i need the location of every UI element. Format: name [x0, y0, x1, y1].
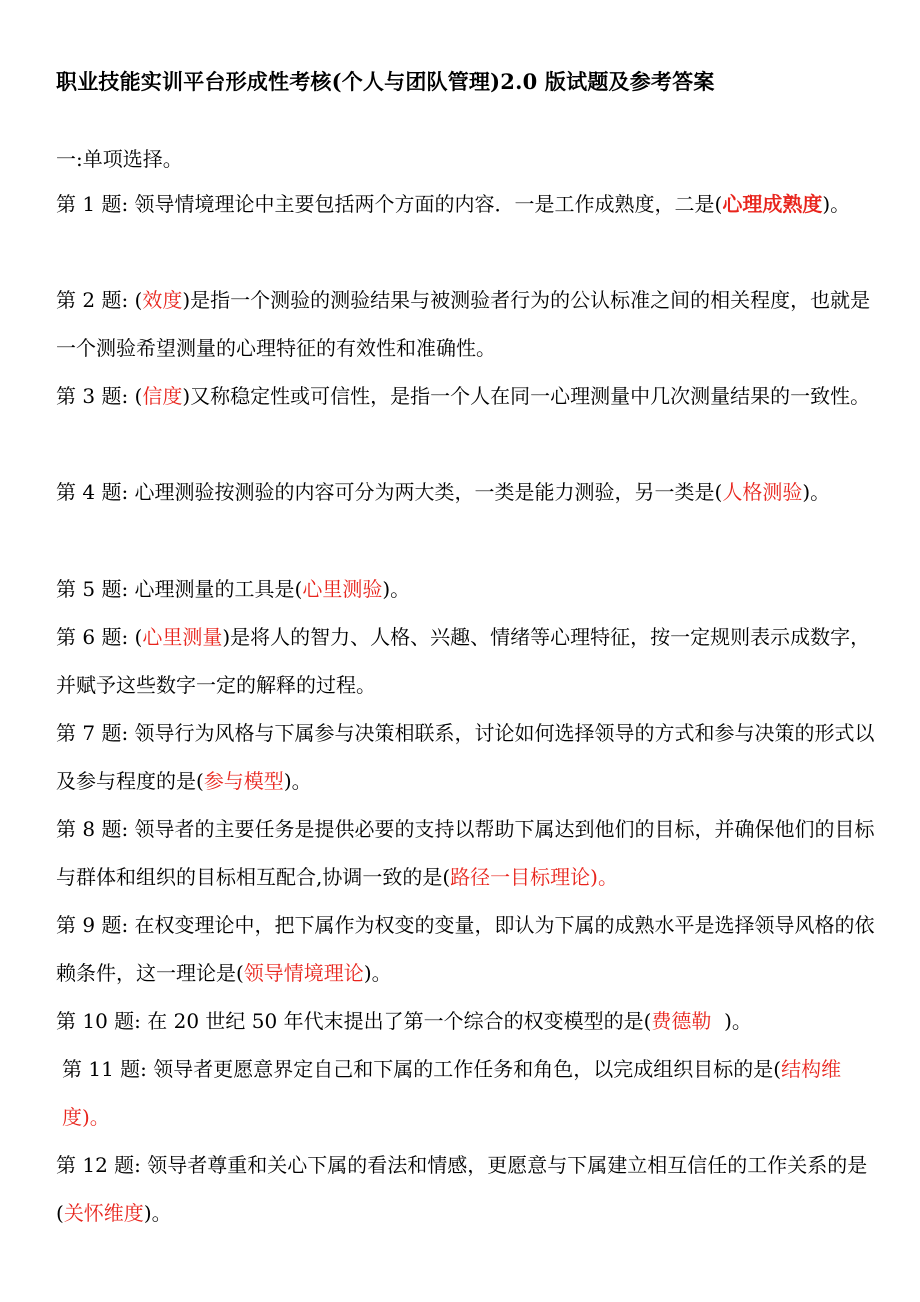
question-text: 在权变理论中，把下属作为权变的变量，即认为下属的成熟水平是选择领导风格的依赖条件，这一理论是(: [56, 913, 875, 985]
question-label: 第 5 题:: [56, 577, 129, 601]
question-7: [56, 709, 876, 805]
question-text-end: )。: [363, 961, 392, 985]
question-text-end: )。: [382, 577, 411, 601]
question-1: [56, 180, 876, 228]
question-label: 第 9 题:: [56, 913, 129, 937]
question-text: (: [128, 384, 143, 408]
question-text-end: )又称稳定性或可信性，是指一个人在同一心理测量中几次测量结果的一致性。: [182, 384, 871, 408]
question-text: 领导者更愿意界定自己和下属的工作任务和角色，以完成组织目标的是(: [146, 1057, 782, 1081]
section-heading: 一:单项选择。: [56, 147, 183, 171]
question-text-end: )。: [802, 480, 831, 504]
question-text-end: )是将人的智力、人格、兴趣、情绪等心理特征，按一定规则表示成数字，并赋予这些数字一定的解释的过程。: [56, 625, 871, 697]
question-9: [56, 901, 876, 997]
question-text: 心理测量的工具是(: [128, 577, 303, 601]
answer-text: 心理成熟度: [722, 192, 823, 216]
question-text: 领导者的主要任务是提供必要的支持以帮助下属达到他们的目标，并确保他们的目标与群体和组织的目标相互配合,协调一致的是(: [56, 817, 875, 889]
question-text: 心理测验按测验的内容可分为两大类，一类是能力测验，另一类是(: [128, 480, 723, 504]
question-4: [56, 468, 886, 516]
question-label: 第 7 题:: [56, 721, 129, 745]
question-3: [56, 372, 876, 420]
question-label: 第 10 题:: [56, 1009, 141, 1033]
question-5: [56, 565, 876, 613]
answer-text: 心里测验: [302, 577, 383, 601]
answer-text: 费德勒: [651, 1009, 725, 1033]
question-text-end: )是指一个测验的测验结果与被测验者行为的公认标准之间的相关程度，也就是一个测验希望测量的心理特征的有效性和准确性。: [56, 288, 871, 360]
question-6: [56, 613, 876, 709]
question-label: 第 4 题:: [56, 480, 129, 504]
question-label: 第 8 题:: [56, 817, 129, 841]
question-label: 第 1 题:: [56, 192, 129, 216]
document-title: 职业技能实训平台形成性考核(个人与团队管理)2.0 版试题及参考答案: [56, 69, 715, 94]
answer-text: 人格测验: [722, 480, 803, 504]
question-text-end: )。: [822, 192, 851, 216]
question-11: [62, 1045, 874, 1141]
question-text: 领导行为风格与下属参与决策相联系，讨论如何选择领导的方式和参与决策的形式以及参与程度的是(: [56, 721, 875, 793]
question-text: 在 20 世纪 50 年代末提出了第一个综合的权变模型的是(: [140, 1009, 652, 1033]
answer-text: 信度: [142, 384, 183, 408]
question-text: 领导情境理论中主要包括两个方面的内容．一是工作成熟度，二是(: [128, 192, 723, 216]
answer-text: 参与模型: [203, 769, 284, 793]
question-label: 第 3 题:: [56, 384, 129, 408]
answer-text: 心里测量: [142, 625, 223, 649]
question-12: [56, 1141, 876, 1237]
question-8: [56, 805, 876, 901]
answer-text: 路径一目标理论)。: [450, 865, 618, 889]
question-text-end: )。: [724, 1009, 752, 1033]
question-10: [56, 997, 876, 1045]
question-text: (: [128, 625, 143, 649]
question-label: 第 12 题:: [56, 1153, 141, 1177]
question-text-end: )。: [143, 1201, 172, 1225]
question-text: 领导者尊重和关心下属的看法和情感，更愿意与下属建立相互信任的工作关系的是(: [56, 1153, 868, 1225]
question-text-end: )。: [283, 769, 312, 793]
question-label: 第 2 题:: [56, 288, 129, 312]
answer-text: 关怀维度: [63, 1201, 144, 1225]
answer-text: 结构维度)。: [62, 1057, 842, 1129]
question-label: 第 11 题:: [62, 1057, 147, 1081]
answer-text: 领导情境理论: [243, 961, 364, 985]
question-2: [56, 276, 876, 372]
question-text: (: [128, 288, 143, 312]
question-label: 第 6 题:: [56, 625, 129, 649]
answer-text: 效度: [142, 288, 183, 312]
